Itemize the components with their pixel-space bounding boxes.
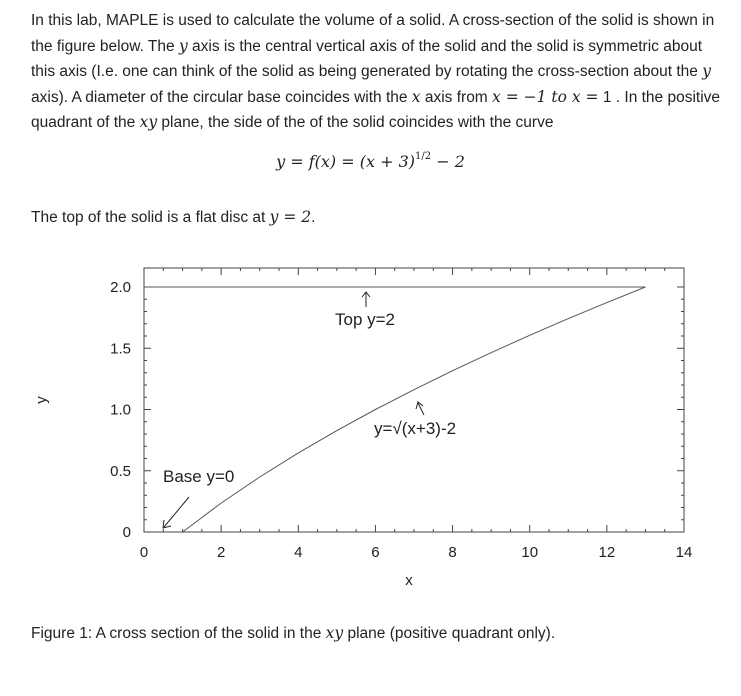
- annotation-curve: y=√(x+3)-2: [374, 419, 457, 438]
- plot-frame: [144, 268, 684, 532]
- intro-var-4: xy: [139, 113, 158, 131]
- x-tick-label: 2: [216, 544, 226, 561]
- intro-text-1: In this lab, MAPLE is used to calculate the volume of a solid. A cross-section of the solid is shown in the figure below. The: [31, 12, 715, 55]
- y-tick-label: 2.0: [110, 279, 131, 296]
- top-text: The top of the solid is a flat disc at: [31, 209, 270, 226]
- intro-text-6: plane, the side of the of the solid coincides with the curve: [157, 114, 554, 131]
- intro-text-4: axis from: [420, 88, 493, 106]
- intro-text-5: 1 . In the positive quadrant of the: [31, 88, 721, 131]
- y-tick-label: 1.0: [110, 401, 131, 419]
- x-tick-label: 0: [139, 544, 149, 561]
- intro-var-2: y: [702, 62, 711, 80]
- y-axis-label: y: [33, 396, 50, 404]
- x-tick-labels: [140, 544, 693, 561]
- arrow-top: [362, 292, 370, 307]
- intro-text-2: axis is the central vertical axis of the solid and the solid is symmetric about this axis (I.e. one can think of the solid as being generated by rotating the cross-section about the: [31, 37, 703, 80]
- top-math: y = 2: [269, 208, 312, 226]
- x-axis-label: x: [405, 572, 413, 589]
- intro-math-1: x = −1 to x =: [492, 87, 599, 106]
- equation-lhs: y = f(x) = (x + 3): [276, 152, 416, 171]
- caption-end: plane (positive quadrant only).: [343, 625, 556, 642]
- annotation-base: Base y=0: [163, 467, 235, 486]
- caption-math: xy: [325, 624, 344, 642]
- arrow-curve: [416, 402, 424, 415]
- y-tick-labels: [110, 279, 131, 541]
- arrow-base: [163, 497, 189, 528]
- x-tick-label: 12: [598, 544, 616, 561]
- intro-var-3: x: [411, 87, 421, 106]
- y-tick-label: 1.5: [110, 340, 131, 358]
- intro-text-3: axis). A diameter of the circular base coincides with the: [31, 88, 412, 106]
- x-tick-label: 6: [371, 544, 380, 561]
- equation-exponent: 1/2: [415, 151, 432, 162]
- curve-line: [183, 287, 646, 532]
- axis-ticks: [144, 268, 684, 532]
- annotation-top: Top y=2: [335, 310, 396, 329]
- x-tick-label: 8: [448, 544, 457, 561]
- top-end: .: [311, 209, 316, 226]
- equation-rhs: − 2: [431, 152, 465, 171]
- x-tick-label: 4: [294, 544, 303, 561]
- caption-text: Figure 1: A cross section of the solid in the: [31, 625, 326, 642]
- x-tick-label: 10: [521, 544, 539, 561]
- x-tick-label: 14: [675, 544, 693, 561]
- y-tick-label: 0.5: [110, 462, 131, 480]
- figure-caption: [31, 621, 721, 647]
- intro-var-1: y: [178, 36, 188, 55]
- y-tick-label: 0: [122, 524, 131, 541]
